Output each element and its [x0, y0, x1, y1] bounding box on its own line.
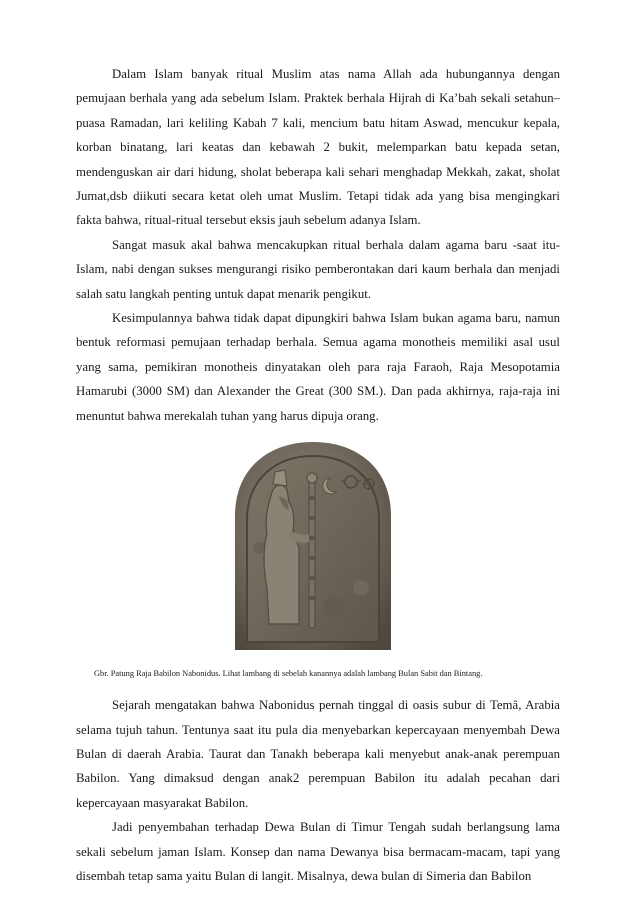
paragraph-ritual-agama-baru: Sangat masuk akal bahwa mencakupkan ritual berhala dalam agama baru -saat itu- Islam, nabi dengan sukses mengurangi risiko pemberontakan dari kaum berhala dan menjadi salah satu langkah penting untuk dapat menarik pengikut.	[76, 237, 560, 301]
nabonidus-stele-image	[229, 438, 397, 650]
paragraph-dewa-bulan: Jadi penyembahan terhadap Dewa Bulan di Timur Tengah sudah berlangsung lama sekali sebelum jaman Islam. Konsep dan nama Dewanya bisa bermacam-macam, tapi yang disembah tetap sama yaitu Bulan di langit. Misalnya, dewa bulan di Simeria dan Babilon	[76, 820, 560, 883]
figure-caption: Gbr. Patung Raja Babilon Nabonidus. Lihat lambang di sebelah kanannya adalah lambang Bulan Sabit dan Bintang.	[94, 669, 483, 679]
paragraph-nabonidus-arabia: Sejarah mengatakan bahwa Nabonidus pernah tinggal di oasis subur di Temâ, Arabia selama tujuh tahun. Tentunya saat itu pula dia menyebarkan kepercayaan menyembah Dewa Bulan di daerah Arabia. Taurat dan Tanakh beberapa kali menyebut anak-anak perempuan Babilon. Yang dimaksud dengan anak2 perempuan Babilon itu adalah pecahan dari kepercayaan masyarakat Babilon.	[76, 698, 560, 810]
paragraph-kesimpulan: Kesimpulannya bahwa tidak dapat dipungkiri bahwa Islam bukan agama baru, namun bentuk reformasi pemujaan terhadap berhala. Semua agama monotheis memiliki asal usul yang sama, pemikiran monotheis dinyatakan oleh para raja Faraoh, Raja Mesopotamia Hamarubi (3000 SM) dan Alexander the Great (300 SM.). Dan pada akhirnya, raja-raja ini menuntut bahwa merekalah tuhan yang harus dipuja orang.	[76, 311, 560, 423]
figure-nabonidus	[76, 428, 560, 668]
paragraph-ritual-berhala: Dalam Islam banyak ritual Muslim atas nama Allah ada hubungannya dengan pemujaan berhala yang ada sebelum Islam. Praktek berhala Hijrah di Ka’bah sekali setahun– puasa Ramadan, lari keliling Kabah 7 kali, mencium batu hitam Aswad, mencukur kepala, korban binatang, lari keatas dan kebawah 2 bukit, melemparkan batu kepada setan, mendenguskan air dari hidung, sholat beberapa kali sehari menghadap Mekkah, zakat, sholat Jumat,dsb diikuti secara ketat oleh umat Muslim. Tetapi tidak ada yang bisa mengingkari fakta bahwa, ritual-ritual tersebut eksis jauh sebelum adanya Islam.	[76, 67, 560, 228]
document-page	[76, 62, 560, 888]
